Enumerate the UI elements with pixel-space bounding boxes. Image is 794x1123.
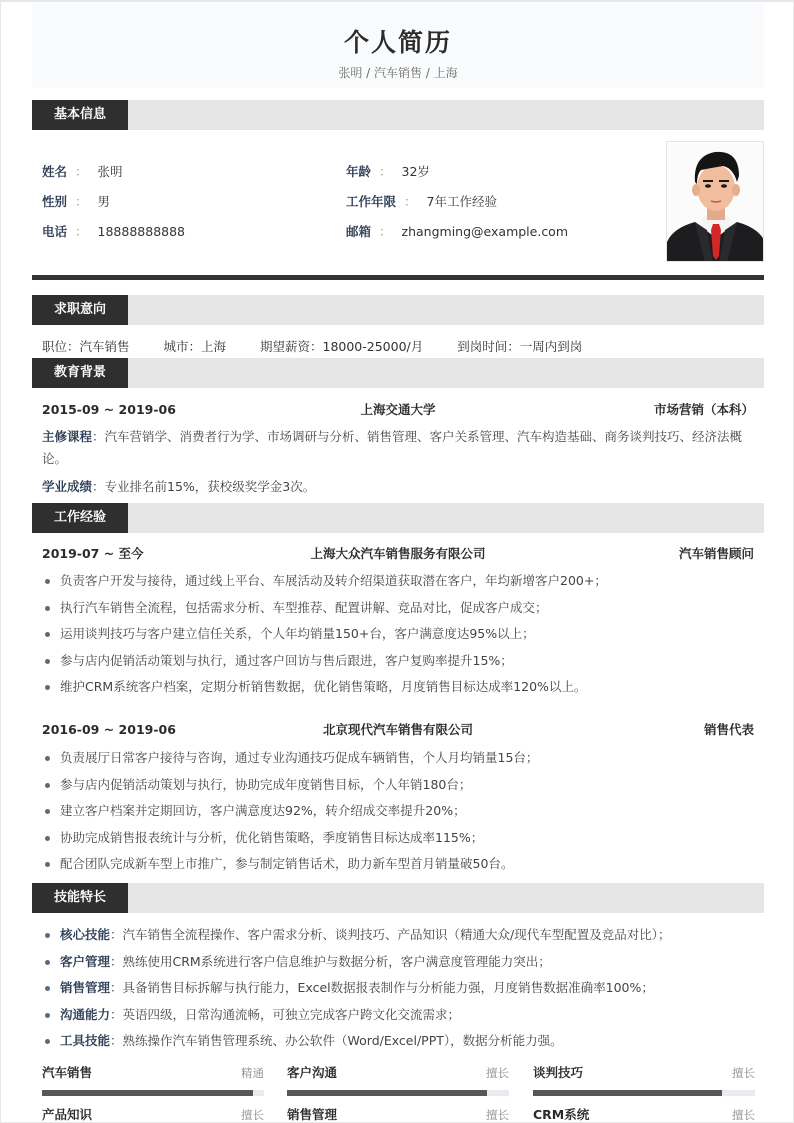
skill-level: 擅长 (732, 1066, 755, 1080)
skill-bar-item (42, 1065, 264, 1096)
list-item: 工具技能：熟练操作汽车销售管理系统、办公软件（Word/Excel/PPT），数据分析能力强。 (42, 1031, 754, 1058)
list-item: 参与店内促销活动策划与执行，协助完成年度销售目标，个人年销180台； (42, 775, 754, 802)
section-job-intent (32, 295, 764, 325)
skill-progress-track (287, 1090, 509, 1096)
info-age: 年龄 ： 32岁 (346, 164, 430, 179)
info-value: zhangming@example.com (401, 224, 569, 239)
skill-name: 销售管理 (287, 1107, 338, 1122)
skill-level: 精通 (241, 1066, 264, 1080)
info-value: 18888888888 (97, 224, 186, 239)
list-item: 参与店内促销活动策划与执行，通过客户回访与售后跟进，客户复购率提升15%； (42, 651, 754, 678)
work-title: 销售代表 (703, 722, 754, 737)
section-work-experience (32, 503, 764, 533)
list-item: 执行汽车销售全流程，包括需求分析、车型推荐、配置讲解、竞品对比，促成客户成交； (42, 598, 754, 625)
courses-text: ：汽车营销学、消费者行为学、市场调研与分析、销售管理、客户关系管理、汽车构造基础、商务谈判技巧、经济法概论。 (42, 429, 743, 466)
skill-bar-item (287, 1065, 509, 1096)
skill-level: 擅长 (732, 1108, 755, 1122)
info-value: 张明 (97, 164, 123, 179)
info-label: 邮箱 (346, 224, 372, 239)
skill-progress-fill (287, 1090, 487, 1096)
education-courses (42, 426, 754, 470)
info-label: 性别 (42, 194, 68, 209)
page-title: 个人简历 (343, 28, 452, 57)
info-label: 年龄 (346, 164, 372, 179)
divider (32, 275, 764, 280)
info-label: 电话 (42, 224, 68, 239)
section-basic-info (32, 100, 764, 130)
list-item: 配合团队完成新车型上市推广，参与制定销售话术，助力新车型首月销量破50台。 (42, 854, 754, 881)
intent-position: 职位：汽车销售 (42, 339, 130, 354)
info-value: 男 (97, 194, 111, 209)
skill-bar-item (42, 1107, 264, 1123)
list-item: 建立客户档案并定期回访，客户满意度达92%，转介绍成交率提升20%； (42, 801, 754, 828)
avatar-icon (667, 142, 764, 262)
list-item: 负责客户开发与接待，通过线上平台、车展活动及转介绍渠道获取潜在客户，年均新增客户200+； (42, 571, 754, 598)
grades-text: ：专业排名前15%，获校级奖学金3次。 (92, 479, 316, 494)
info-email: 邮箱 ： zhangming@example.com (346, 224, 569, 239)
skill-bar-item (287, 1107, 509, 1123)
info-name: 姓名 ： 张明 (42, 164, 123, 179)
list-item: 协助完成销售报表统计与分析，优化销售策略，季度销售目标达成率115%； (42, 828, 754, 855)
skill-progress-track (42, 1090, 264, 1096)
skill-name: 汽车销售 (42, 1065, 93, 1080)
list-item: 销售管理：具备销售目标拆解与执行能力，Excel数据报表制作与分析能力强，月度销售数据准确率100%； (42, 978, 754, 1005)
work-title: 汽车销售顾问 (678, 546, 754, 561)
intent-availability: 到岗时间：一周内到岗 (457, 339, 583, 354)
skill-level: 擅长 (486, 1108, 509, 1122)
work-entry-header (42, 721, 754, 739)
skill-name: 客户沟通 (287, 1065, 338, 1080)
skill-name: 谈判技巧 (533, 1065, 584, 1080)
skill-progress-fill (533, 1090, 722, 1096)
page-subtitle: 张明 / 汽车销售 / 上海 (338, 66, 458, 80)
section-title: 技能特长 (32, 883, 128, 913)
info-value: 7年工作经验 (426, 194, 497, 209)
list-item: 运用谈判技巧与客户建立信任关系，个人年均销量150+台，客户满意度达95%以上； (42, 624, 754, 651)
info-phone: 电话 ： 18888888888 (42, 224, 186, 239)
resume-header (32, 4, 764, 88)
education-period: 2015-09 ~ 2019-06 (42, 402, 176, 417)
intent-city: 城市：上海 (163, 339, 227, 354)
skill-progress-fill (42, 1090, 253, 1096)
work-bullets (42, 571, 754, 704)
work-entry-header (42, 545, 754, 563)
education-major: 市场营销（本科） (653, 402, 754, 417)
info-label: 工作年限 (346, 194, 397, 209)
info-label: 姓名 (42, 164, 68, 179)
info-experience-years: 工作年限 ： 7年工作经验 (346, 194, 497, 209)
work-period: 2019-07 ~ 至今 (42, 546, 144, 561)
list-item: 沟通能力：英语四级，日常沟通流畅，可独立完成客户跨文化交流需求； (42, 1005, 754, 1032)
section-title: 教育背景 (32, 358, 128, 388)
work-period: 2016-09 ~ 2019-06 (42, 722, 176, 737)
section-skills (32, 883, 764, 913)
info-value: 32岁 (401, 164, 430, 179)
education-entry-header (42, 401, 754, 419)
list-item: 核心技能：汽车销售全流程操作、客户需求分析、谈判技巧、产品知识（精通大众/现代车型配置及竞品对比）； (42, 925, 754, 952)
job-intent-row (42, 339, 612, 355)
info-gender: 性别 ： 男 (42, 194, 111, 209)
skills-list (42, 925, 754, 1058)
grades-label: 学业成绩 (42, 479, 93, 494)
skill-name: 产品知识 (42, 1107, 93, 1122)
skill-progress-track (533, 1090, 755, 1096)
skill-level: 擅长 (241, 1108, 264, 1122)
skill-bar-item (533, 1107, 755, 1123)
list-item: 客户管理：熟练使用CRM系统进行客户信息维护与数据分析，客户满意度管理能力突出； (42, 952, 754, 979)
section-education (32, 358, 764, 388)
education-school: 上海交通大学 (360, 402, 436, 417)
skill-level: 擅长 (486, 1066, 509, 1080)
section-title: 求职意向 (32, 295, 128, 325)
intent-salary: 期望薪资：18000-25000/月 (260, 339, 424, 354)
work-company: 上海大众汽车销售服务有限公司 (310, 546, 486, 561)
work-bullets (42, 748, 754, 881)
skill-name: CRM系统 (533, 1107, 590, 1122)
section-title: 基本信息 (32, 100, 128, 130)
list-item: 维护CRM系统客户档案，定期分析销售数据，优化销售策略，月度销售目标达成率120%以上。 (42, 677, 754, 704)
list-item: 负责展厅日常客户接待与咨询，通过专业沟通技巧促成车辆销售，个人月均销量15台； (42, 748, 754, 775)
courses-label: 主修课程 (42, 429, 93, 444)
education-grades (42, 476, 754, 498)
avatar-photo (666, 141, 764, 262)
section-title: 工作经验 (32, 503, 128, 533)
work-company: 北京现代汽车销售有限公司 (322, 722, 473, 737)
skill-bar-item (533, 1065, 755, 1096)
